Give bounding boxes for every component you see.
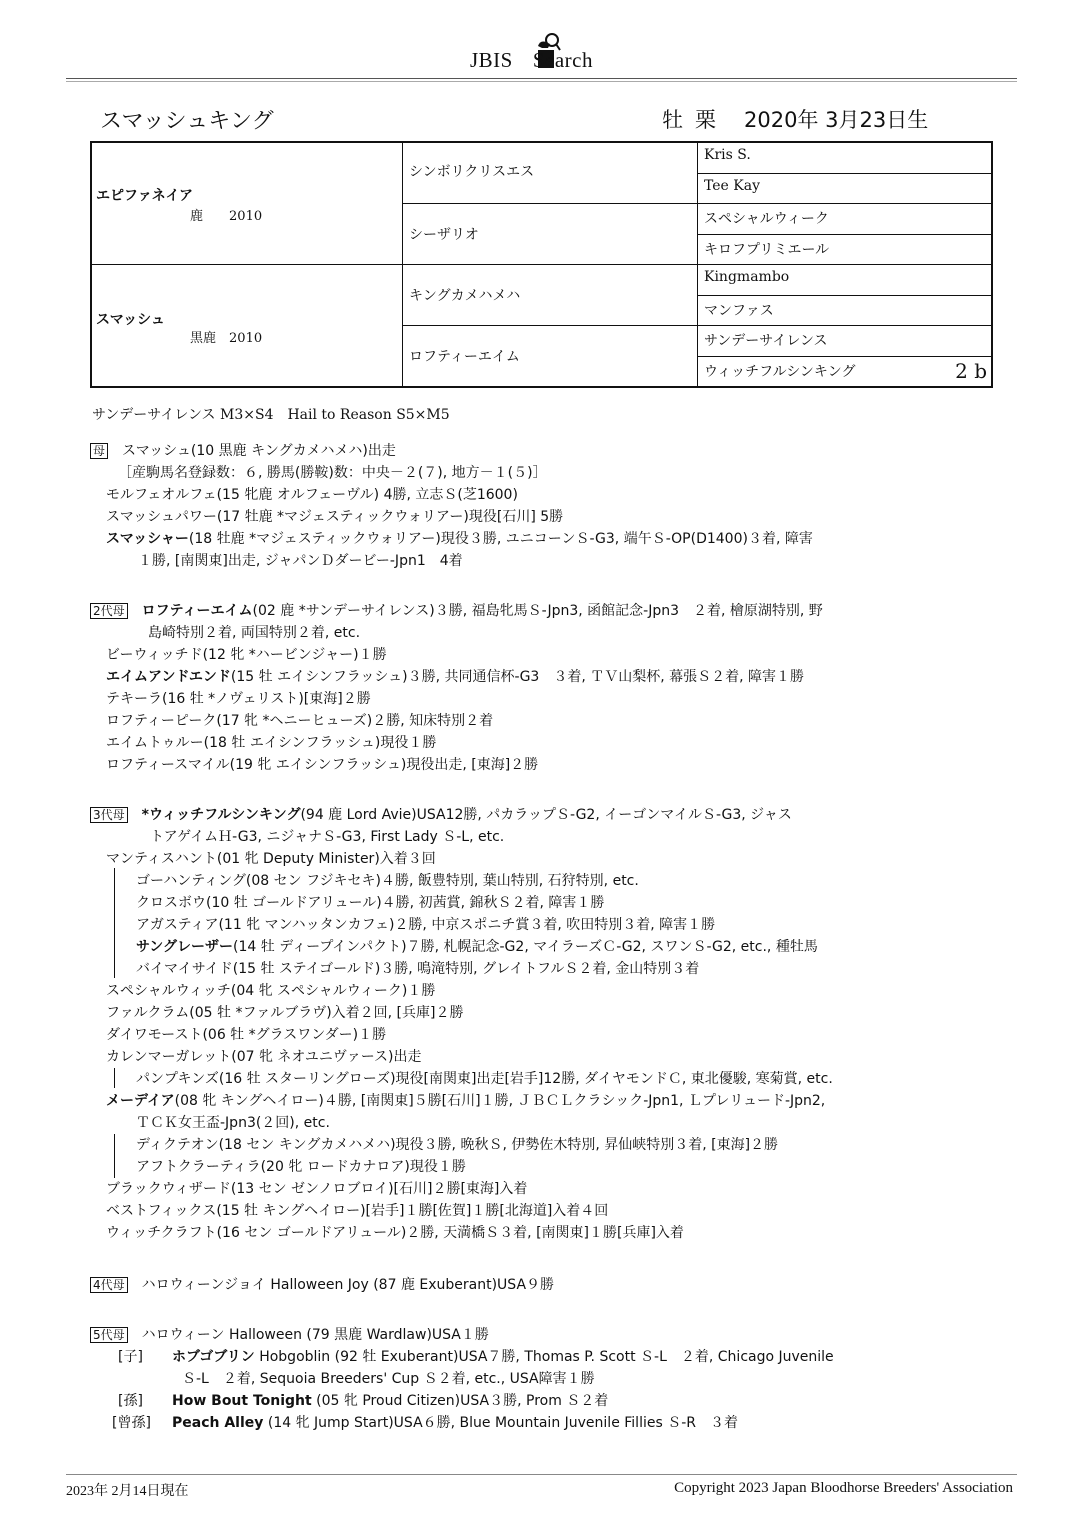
record-line: スマッシャー(18 牡鹿 *マジェスティックウォリアー)現役３勝, ユニコーンＳ-G3, 端午Ｓ-OP(D1400)３着, 障害: [106, 531, 813, 547]
great-grandparent-name: Tee Kay: [704, 177, 760, 194]
gen3-section-line: 3代母 *ウィッチフルシンキング(94 鹿 Lord Avie)USA12勝, パカラップＳ-G2, イーゴンマイルＳ-G3, ジャス: [90, 804, 792, 826]
great-grandparent-name: サンデーサイレンス: [704, 333, 828, 349]
great-grandparent-name: Kingmambo: [704, 269, 790, 285]
record-line: [孫] How Bout Tonight (05 牝 Proud Citizen)USA３勝, Prom Ｓ２着: [118, 1393, 609, 1409]
grandparent-name: ロフティーエイム: [409, 349, 520, 365]
great-grandparent-name: ウィッチフルシンキング: [704, 363, 856, 380]
record-line: マンティスハント(01 牝 Deputy Minister)入着３回: [106, 851, 436, 867]
record-line: ゴーハンティング(08 セン フジキセキ)４勝, 飯豊特別, 葉山特別, 石狩特別, etc.: [136, 873, 639, 889]
record-line: バイマイサイド(15 牡 ステイゴールド)３勝, 鳴滝特別, グレイトフルＳ２着, 金山特別３着: [136, 961, 700, 977]
inbreeding-note: サンデーサイレンス M3×S4 Hail to Reason S5×M5: [92, 407, 450, 423]
record-line: ディクテオン(18 セン キングカメハメハ)現役３勝, 晩秋Ｓ, 伊勢佐木特別, 昇仙峡特別３着, [東海]２勝: [136, 1137, 779, 1153]
sire-color-year: 鹿 2010: [190, 209, 263, 224]
great-grandparent-name: Kris S.: [704, 147, 751, 163]
record-line: ［産駒馬名登録数：６, 勝馬(勝鞍)数：中央－２(７), 地方－１(５)］: [118, 465, 547, 481]
record-line: サングレーザー(14 牡 ディープインパクト)７勝, 札幌記念-G2, マイラーズＣ-G2, スワンＳ-G2, etc., 種牡馬: [136, 939, 818, 955]
record-line: 島崎特別２着, 両国特別２着, etc.: [148, 625, 361, 641]
record-line: クロスボウ(10 牡 ゴールドアリュール)４勝, 初茜賞, 錦秋Ｓ２着, 障害１勝: [136, 895, 605, 911]
record-line: ビーウィッチド(12 牝 *ハービンジャー)１勝: [106, 647, 387, 663]
record-line: パンプキンズ(16 牡 スターリングローズ)現役[南関東]出走[岩手]12勝, ダイヤモンドＣ, 東北優駿, 寒菊賞, etc.: [136, 1071, 833, 1087]
grandparent-name: キングカメハメハ: [409, 288, 521, 304]
record-line: ロフティースマイル(19 牝 エイシンフラッシュ)現役出走, [東海]２勝: [106, 757, 539, 773]
footer-divider: [66, 1474, 1017, 1475]
generation-label: 3代母: [90, 807, 128, 823]
record-line: ブラックウィザード(13 セン ゼンノロブロイ)[石川]２勝[東海]入着: [106, 1181, 528, 1197]
gen5-section-line: 5代母 ハロウィーン Halloween (79 黒鹿 Wardlaw)USA１勝: [90, 1324, 489, 1346]
descendant-bracket: [114, 1068, 115, 1088]
generation-label: 母: [90, 443, 108, 459]
generation-label: 5代母: [90, 1327, 128, 1343]
grandparent-name: シンボリクリスエス: [409, 164, 535, 180]
gen2-section-line: 2代母 ロフティーエイム(02 鹿 *サンデーサイレンス)３勝, 福島牝馬Ｓ-Jpn3, 函館記念-Jpn3 ２着, 檜原湖特別, 野: [90, 600, 823, 622]
record-line: テキーラ(16 牡 *ノヴェリスト)[東海]２勝: [106, 691, 371, 707]
dam-section-line: 母 スマッシュ(10 黒鹿 キングカメハメハ)出走: [90, 440, 396, 462]
record-line: カレンマーガレット(07 牝 ネオユニヴァース)出走: [106, 1049, 422, 1065]
record-line: ＴＣＫ女王盃-Jpn3(２回), etc.: [136, 1115, 330, 1131]
record-line: [曾孫] Peach Alley (14 牝 Jump Start)USA６勝, Blue Mountain Juvenile Fillies Ｓ-R ３着: [112, 1415, 738, 1431]
grandparent-name: シーザリオ: [409, 227, 479, 243]
record-line: アフトクラーティラ(20 牝 ロードカナロア)現役１勝: [136, 1159, 466, 1175]
logo-text-search: Search: [532, 48, 593, 72]
generation-label: 4代母: [90, 1277, 128, 1293]
record-line: ダイワモースト(06 牡 *グラスワンダー)１勝: [106, 1027, 387, 1043]
as-of-date: 2023年 2月14日現在: [66, 1484, 189, 1499]
record-line: スマッシュパワー(17 牡鹿 *マジェスティックウォリアー)現役[石川] 5勝: [106, 509, 564, 525]
great-grandparent-name: マンファス: [704, 302, 774, 319]
record-line: ウィッチクラフト(16 セン ゴールドアリュール)２勝, 天満橋Ｓ３着, [南関東]１勝[兵庫]入着: [106, 1225, 684, 1241]
copyright: Copyright 2023 Japan Bloodhorse Breeders' Association: [674, 1480, 1013, 1496]
gen4-section-line: 4代母 ハロウィーンジョイ Halloween Joy (87 鹿 Exuberant)USA９勝: [90, 1274, 554, 1296]
record-line: エイムトゥルー(18 牡 エイシンフラッシュ)現役１勝: [106, 735, 437, 751]
record-line: ファルクラム(05 牡 *ファルブラヴ)入着２回, [兵庫]２勝: [106, 1005, 464, 1021]
record-line: ロフティーピーク(17 牝 *ヘニーヒューズ)２勝, 知床特別２着: [106, 713, 494, 729]
dam-name: スマッシュ: [96, 312, 165, 328]
descendant-bracket: [114, 1134, 115, 1178]
great-grandparent-name: スペシャルウィーク: [704, 211, 829, 227]
record-line: エイムアンドエンド(15 牡 エイシンフラッシュ)３勝, 共同通信杯-G3 ３着, ＴＶ山梨杯, 幕張Ｓ２着, 障害１勝: [106, 669, 805, 685]
record-line: Ｓ-L ２着, Sequoia Breeders' Cup Ｓ２着, etc., USA障害１勝: [182, 1371, 595, 1387]
record-line: スペシャルウィッチ(04 牝 スペシャルウィーク)１勝: [106, 983, 436, 999]
descendant-bracket: [114, 868, 115, 978]
horse-sex: 牡: [662, 108, 683, 132]
record-line: アガスティア(11 牝 マンハッタンカフェ)２勝, 中京スポニチ賞３着, 吹田特別３着, 障害１勝: [136, 917, 716, 933]
horse-color: 栗: [695, 108, 716, 132]
family-number: 2 b: [955, 358, 987, 383]
horse-name: スマッシュキング: [100, 109, 274, 134]
record-line: ベストフィックス(15 牡 キングヘイロー)[岩手]１勝[佐賀]１勝[北海道]入着４回: [106, 1203, 609, 1219]
record-line: １勝, [南関東]出走, ジャパンＤダービー-Jpn1 4着: [138, 553, 463, 569]
record-line: モルフェオルフェ(15 牝鹿 オルフェーヴル) 4勝, 立志Ｓ(芝1600): [106, 487, 518, 503]
great-grandparent-name: キロフプリミエール: [704, 241, 830, 258]
horse-birth-date: 2020年 3月23日生: [744, 108, 929, 132]
family-records: [90, 0, 1013, 1532]
generation-label: 2代母: [90, 603, 128, 619]
record-line: トアゲイムＨ-G3, ニジャナＳ-G3, First Lady Ｓ-L, etc.: [150, 829, 505, 845]
logo-text-jbis: JBIS: [470, 48, 513, 72]
record-line: [子] ホブゴブリン Hobgoblin (92 牡 Exuberant)USA７勝, Thomas P. Scott Ｓ-L ２着, Chicago Juvenile: [118, 1349, 834, 1365]
dam-color-year: 黒鹿 2010: [190, 331, 263, 346]
sire-name: エピファネイア: [96, 188, 194, 204]
record-line: メーデイア(08 牝 キングヘイロー)４勝, [南関東]５勝[石川]１勝, ＪＢＣＬクラシック-Jpn1, Ｌプレリュード-Jpn2,: [106, 1093, 826, 1109]
